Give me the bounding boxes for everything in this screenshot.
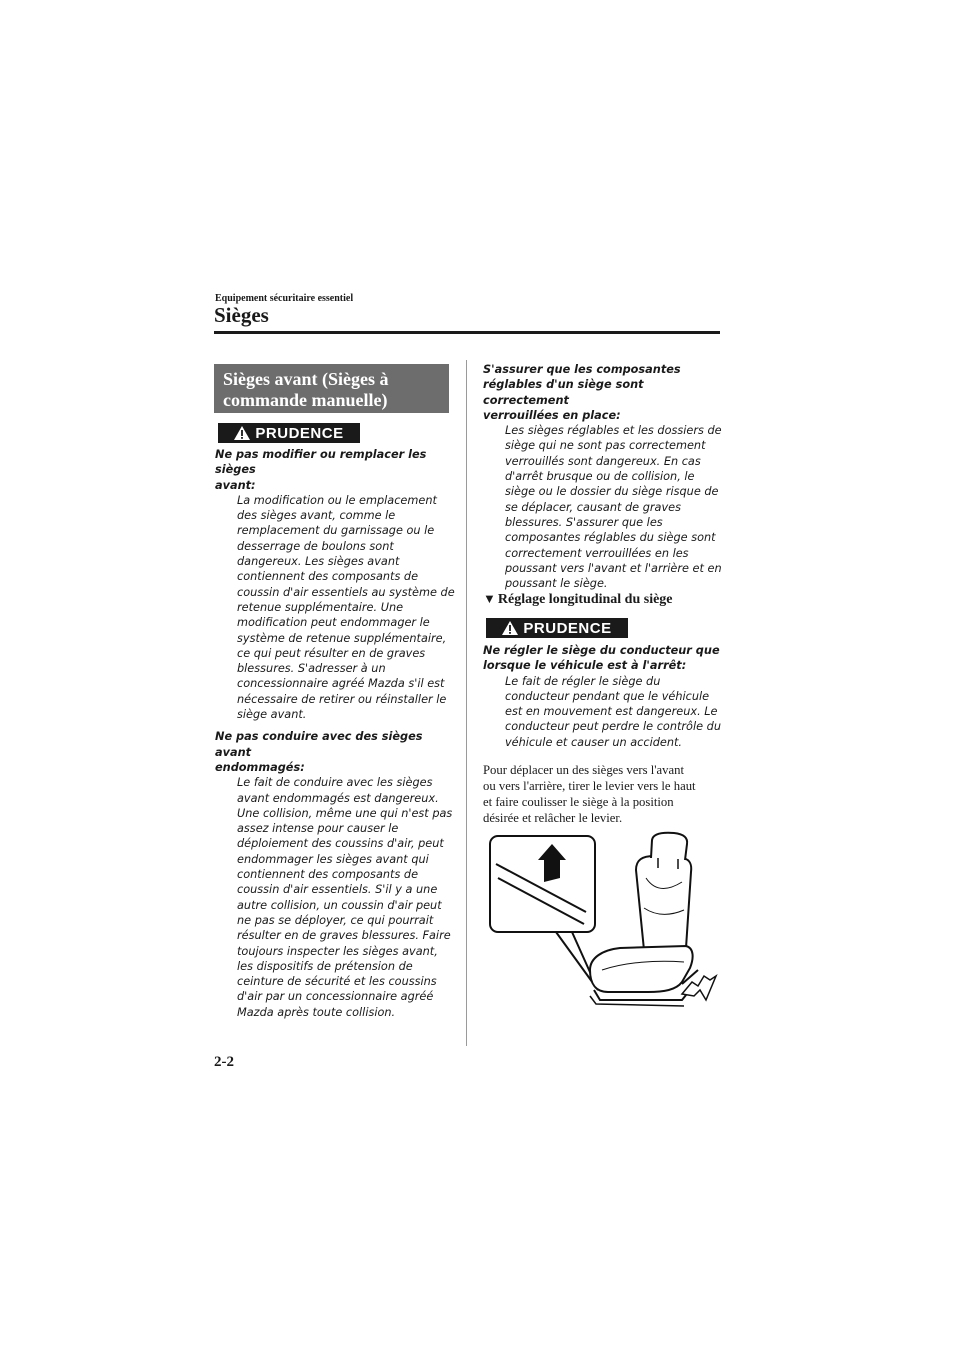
warning-heading-line: Ne pas modifier ou remplacer les sièges <box>215 448 427 477</box>
warning-body-line: Le fait de régler le siège du <box>505 674 661 688</box>
warning-body-line: toujours inspecter les sièges avant, <box>237 944 438 958</box>
warning-body-line: Mazda après toute collision. <box>237 1005 396 1019</box>
warning-body-line: blessures. S'assurer que les <box>505 515 663 529</box>
warning-body-line: contiennent des composants de <box>237 868 419 882</box>
warning-body-line: retenue supplémentaire. Une <box>237 600 404 614</box>
warning-body-line: d'arrêt brusque ou de collision, le <box>505 470 695 484</box>
warning-body-line: blessures. S'adresser à un <box>237 662 386 676</box>
section-title-line: commande manuelle) <box>223 390 388 410</box>
warning-triangle-icon <box>234 426 250 440</box>
warning-body-line: endommager les sièges avant qui <box>237 852 429 866</box>
warning-body-line: ceinture de sécurité et les coussins <box>237 975 437 989</box>
warning-body-line: ce qui peut résulter en de graves <box>237 646 426 660</box>
warning-body-line: poussant vers l'avant et l'arrière et en <box>505 561 722 575</box>
column-divider <box>466 360 467 1046</box>
warning-body-line: concessionnaire agréé Mazda s'il est <box>237 677 445 691</box>
triangle-marker-icon: ▼ <box>483 591 496 606</box>
caution-block-left <box>215 447 460 1020</box>
warning-body-line: siège avant. <box>237 708 307 722</box>
warning-body-line: Le fait de conduire avec les sièges <box>237 776 433 790</box>
warning-heading-line: endommagés: <box>215 760 305 774</box>
warning-body-line: siège qui ne sont pas correctement <box>505 439 706 453</box>
warning-body-line: résulter en de graves blessures. Faire <box>237 929 451 943</box>
section-title-line: Sièges avant (Sièges à <box>223 369 389 389</box>
warning-body-line: véhicule et causer un accident. <box>505 735 683 749</box>
instruction-line: désirée et relâcher le levier. <box>483 811 623 825</box>
warning-body-line: remplacement du garnissage ou le <box>237 524 435 538</box>
instruction-line: et faire coulisser le siège à la position <box>483 795 674 809</box>
instruction-paragraph <box>483 762 723 826</box>
warning-body-line: modification peut endommager le <box>237 616 430 630</box>
warning-triangle-icon <box>502 621 518 635</box>
caution-label: PRUDENCE <box>255 424 344 442</box>
subsection-title: Réglage longitudinal du siège <box>497 592 673 607</box>
warning-body-line: les dispositifs de prétension de <box>237 959 413 973</box>
warning-body-line: conducteur pendant que le véhicule <box>505 689 710 703</box>
title-rule <box>214 331 720 334</box>
caution-badge <box>486 618 628 638</box>
warning-body-line: coussin d'air essentiels au système de <box>237 585 455 599</box>
warning-body-line: desserrage de boulons sont <box>237 539 394 553</box>
caution-badge <box>218 423 360 443</box>
warning-body-line: dangereux. Les sièges avant <box>237 555 400 569</box>
warning-body-line: Une collision, même une qui n'est pas <box>237 806 453 820</box>
warning-body-line: correctement verrouillées en les <box>505 546 689 560</box>
subsection-heading <box>483 591 673 608</box>
warning-body-line: ne pas se déployer, ce qui pourrait <box>237 913 434 927</box>
warning-body-line: siège ou le dossier du siège risque de <box>505 485 719 499</box>
section-title-box <box>214 364 449 413</box>
caution-label: PRUDENCE <box>523 619 612 637</box>
warning-heading-line: S'assurer que les composantes <box>483 363 681 376</box>
warning-body-line: autre collision, un coussin d'air peut <box>237 898 442 912</box>
warning-body-line: La modification ou le emplacement <box>237 493 437 507</box>
warning-body-line: d'air par un concessionnaire agréé <box>237 990 434 1004</box>
warning-body-line: coussin d'air essentiels. S'il y a une <box>237 883 438 897</box>
caution-block-right-bottom <box>483 643 728 750</box>
warning-body-line: avant endommagés est dangereux. <box>237 791 439 805</box>
warning-heading-line: lorsque le véhicule est à l'arrêt: <box>483 659 687 673</box>
seat-adjustment-illustration <box>486 830 726 1010</box>
instruction-line: ou vers l'arrière, tirer le levier vers le haut <box>483 779 696 793</box>
warning-body-line: contiennent des composants de <box>237 570 419 584</box>
instruction-line: Pour déplacer un des sièges vers l'avant <box>483 763 684 777</box>
breadcrumb: Equipement sécuritaire essentiel <box>215 293 354 304</box>
warning-heading-line: réglables d'un siège sont correctement <box>483 378 644 407</box>
warning-body-line: conducteur peut perdre le contrôle du <box>505 720 721 734</box>
warning-heading-line: Ne régler le siège du conducteur que <box>483 644 720 657</box>
warning-body-line: verrouillés sont dangereux. En cas <box>505 454 701 468</box>
warning-body-line: déploiement des coussins d'air, peut <box>237 837 444 851</box>
warning-heading-line: verrouillées en place: <box>483 408 621 422</box>
warning-body-line: des sièges avant, comme le <box>237 509 396 523</box>
warning-body-line: poussant le siège. <box>505 577 608 591</box>
warning-body-line: se déplacer, causant de graves <box>505 500 681 514</box>
page-title: Sièges <box>214 303 269 327</box>
warning-heading-line: Ne pas conduire avec des sièges avant <box>215 730 423 759</box>
caution-block-right-top <box>483 362 728 591</box>
warning-body-line: composantes réglables du siège sont <box>505 531 716 545</box>
warning-heading-line: avant: <box>215 478 256 492</box>
warning-body-line: nécessaire de retirer ou réinstaller le <box>237 692 447 706</box>
warning-body-line: système de retenue supplémentaire, <box>237 631 447 645</box>
warning-body-line: est en mouvement est dangereux. Le <box>505 705 718 719</box>
page-number: 2-2 <box>214 1054 234 1070</box>
warning-body-line: Les sièges réglables et les dossiers de <box>505 424 722 438</box>
warning-body-line: assez intense pour causer le <box>237 822 399 836</box>
